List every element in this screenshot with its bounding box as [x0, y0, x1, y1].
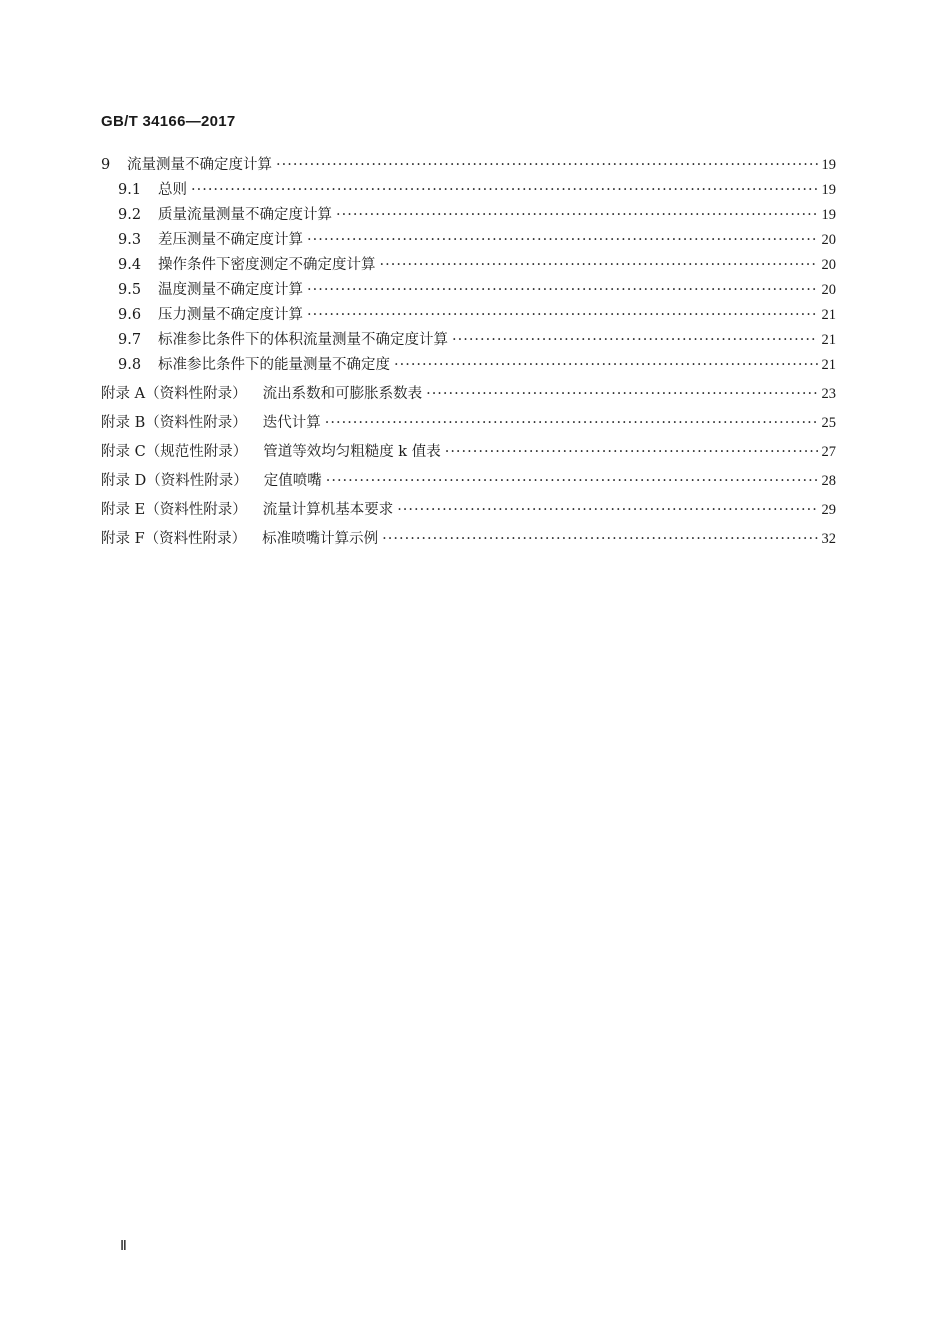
- toc-page-number: 32: [821, 531, 836, 547]
- toc-leader-dots: [191, 180, 818, 200]
- toc-page-number: 20: [821, 282, 836, 298]
- toc-page-number: 27: [821, 444, 836, 460]
- toc-page-number: 28: [821, 473, 836, 489]
- toc-title: 定值喷嘴: [263, 473, 322, 489]
- toc-number: 9.1: [118, 182, 142, 198]
- toc-number: 9.6: [118, 307, 142, 323]
- toc-appendix-label: 附录 C（规范性附录）: [101, 444, 248, 460]
- toc-appendix-b[interactable]: [101, 413, 836, 433]
- toc-appendix-f[interactable]: [101, 529, 836, 549]
- toc-section-9-8[interactable]: [101, 355, 836, 375]
- toc-page-number: 21: [821, 307, 836, 323]
- toc-leader-dots: [276, 155, 818, 175]
- document-code: GB/T 34166—2017: [101, 113, 236, 130]
- toc-number: 9.3: [118, 232, 142, 248]
- toc-title: 流量测量不确定度计算: [127, 157, 272, 173]
- toc-page-number: 19: [821, 207, 836, 223]
- toc-appendix-label: 附录 A（资料性附录）: [101, 386, 247, 402]
- toc-section-9-7[interactable]: [101, 330, 836, 350]
- toc-chapter-9[interactable]: [101, 155, 836, 175]
- toc-appendix-label: 附录 B（资料性附录）: [101, 415, 247, 431]
- toc-title: 流量计算机基本要求: [262, 502, 394, 518]
- toc-leader-dots: [397, 500, 817, 520]
- toc-title: 总则: [158, 182, 187, 198]
- toc-page-number: 29: [821, 502, 836, 518]
- toc-appendix-c[interactable]: [101, 442, 836, 462]
- toc-leader-dots: [452, 330, 818, 350]
- toc-title: 质量流量测量不确定度计算: [158, 207, 332, 223]
- toc-page-number: 20: [821, 232, 836, 248]
- toc-page-number: 19: [821, 157, 836, 173]
- toc-title: 标准参比条件下的体积流量测量不确定度计算: [158, 332, 448, 348]
- toc-leader-dots: [380, 255, 818, 275]
- toc-number: 9: [101, 157, 111, 173]
- toc-title: 标准参比条件下的能量测量不确定度: [158, 357, 390, 373]
- toc-title: 操作条件下密度测定不确定度计算: [158, 257, 376, 273]
- toc-title: 迭代计算: [262, 415, 321, 431]
- toc-page-number: 25: [821, 415, 836, 431]
- toc-leader-dots: [326, 471, 818, 491]
- toc-leader-dots: [445, 442, 818, 462]
- toc-leader-dots: [394, 355, 818, 375]
- toc-number: 9.5: [118, 282, 142, 298]
- toc-section-9-2[interactable]: [101, 205, 836, 225]
- toc-leader-dots: [307, 280, 818, 300]
- toc-appendix-e[interactable]: [101, 500, 836, 520]
- toc-leader-dots: [307, 230, 818, 250]
- toc-section-9-3[interactable]: [101, 230, 836, 250]
- toc-appendix-label: 附录 E（资料性附录）: [101, 502, 247, 518]
- toc-appendix-label: 附录 D（资料性附录）: [101, 473, 248, 489]
- toc-leader-dots: [307, 305, 818, 325]
- toc-leader-dots: [325, 413, 818, 433]
- toc-appendix-label: 附录 F（资料性附录）: [101, 531, 247, 547]
- toc-title: 温度测量不确定度计算: [158, 282, 303, 298]
- toc-section-9-5[interactable]: [101, 280, 836, 300]
- toc-section-9-1[interactable]: [101, 180, 836, 200]
- toc-leader-dots: [382, 529, 817, 549]
- toc-number: 9.7: [118, 332, 142, 348]
- toc-page-number: 21: [821, 357, 836, 373]
- toc-title: 管道等效均匀粗糙度 k 值表: [263, 444, 441, 460]
- page-number-roman: Ⅱ: [120, 1239, 127, 1254]
- toc-page-number: 20: [821, 257, 836, 273]
- toc-number: 9.4: [118, 257, 142, 273]
- toc-page-number: 19: [821, 182, 836, 198]
- toc-appendix-d[interactable]: [101, 471, 836, 491]
- toc-title: 标准喷嘴计算示例: [262, 531, 379, 547]
- toc-leader-dots: [336, 205, 818, 225]
- toc-appendix-a[interactable]: [101, 384, 836, 404]
- toc-page-number: 23: [821, 386, 836, 402]
- toc-page-number: 21: [821, 332, 836, 348]
- toc-section-9-4[interactable]: [101, 255, 836, 275]
- toc-title: 流出系数和可膨胀系数表: [262, 386, 423, 402]
- toc-number: 9.8: [118, 357, 142, 373]
- toc-title: 差压测量不确定度计算: [158, 232, 303, 248]
- toc-leader-dots: [426, 384, 817, 404]
- toc-title: 压力测量不确定度计算: [158, 307, 303, 323]
- table-of-contents: [101, 155, 836, 549]
- toc-number: 9.2: [118, 207, 142, 223]
- toc-section-9-6[interactable]: [101, 305, 836, 325]
